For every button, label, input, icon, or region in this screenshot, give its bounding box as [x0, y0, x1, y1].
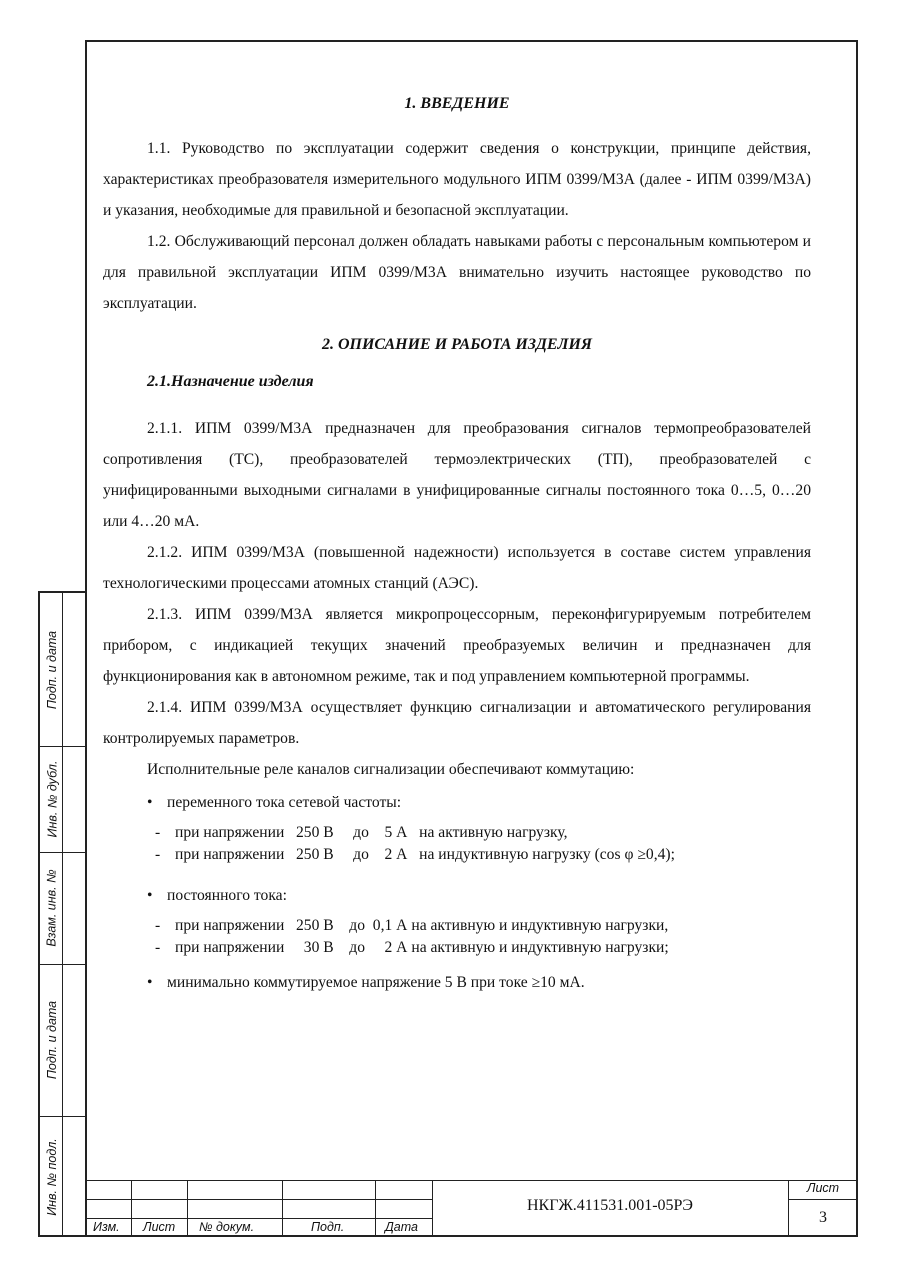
document-code: НКГЖ.411531.001-05РЭ: [526, 1197, 693, 1214]
list-item: - при напряжении 250 В до 2 А на индуктивную нагрузку (cos φ ≥0,4);: [155, 846, 675, 863]
list-item: - при напряжении 30 В до 2 А на активную и индуктивную нагрузки;: [155, 939, 669, 956]
section-1-heading: 1. ВВЕДЕНИЕ: [404, 95, 510, 112]
bullet-ac: • переменного тока сетевой частоты:: [147, 787, 811, 818]
title-col-sheet: Лист: [143, 1220, 176, 1234]
subsection-2-1-heading: 2.1.Назначение изделия: [147, 373, 314, 390]
paragraph-2-1-4: 2.1.4. ИПМ 0399/М3А осуществляет функцию сигнализации и автоматического регулирования контролируемых параметров.: [103, 699, 811, 747]
stamp-label-sign-date-1: Подп. и дата: [45, 630, 60, 709]
title-col-change: Изм.: [93, 1220, 120, 1234]
margin-stamp: [38, 591, 85, 1237]
bullet-icon: •: [147, 974, 153, 991]
list-item: - при напряжении 250 В до 0,1 А на активную и индуктивную нагрузки,: [155, 917, 669, 934]
document-body: [103, 88, 811, 998]
sheet-number: 3: [819, 1209, 827, 1226]
title-col-date: Дата: [385, 1220, 418, 1234]
title-col-signature: Подп.: [311, 1220, 345, 1234]
stamp-label-sign-date-2: Подп. и дата: [45, 1000, 60, 1080]
paragraph-2-1-3: 2.1.3. ИПМ 0399/М3А является микропроцессорным, переконфигурируемым потребителем прибором, с индикацией текущих значений преобразуемых величин и предназначен для функционирования как в автономном режиме, так и под управлением компьютерной программы.: [103, 606, 811, 685]
list-item: - при напряжении 250 В до 5 А на активную нагрузку,: [155, 824, 568, 841]
bullet-dc: • постоянного тока:: [147, 880, 811, 911]
paragraph-1-2: 1.2. Обслуживающий персонал должен обладать навыками работы с персональным компьютером и для правильной эксплуатации ИПМ 0399/М3А внимательно изучить настоящее руководство по эксплуатации.: [103, 233, 811, 312]
paragraph-2-1-2: 2.1.2. ИПМ 0399/М3А (повышенной надежности) используется в составе систем управления технологическими процессами атомных станций (АЭС).: [103, 544, 811, 592]
bullet-min-voltage: • минимально коммутируемое напряжение 5 В при токе ≥10 мА.: [147, 967, 811, 998]
stamp-label-orig-inv: Инв. № подл.: [45, 1137, 60, 1216]
relay-intro: Исполнительные реле каналов сигнализации обеспечивают коммутацию:: [147, 761, 635, 778]
title-col-doc-number: № докум.: [199, 1220, 255, 1234]
paragraph-1-1: 1.1. Руководство по эксплуатации содержит сведения о конструкции, принципе действия, характеристиках преобразователя измерительного модульного ИПМ 0399/М3А (далее - ИПМ 0399/М3А) и указания, необходимые для правильной и безопасной эксплуатации.: [103, 140, 811, 219]
sheet-label: Лист: [806, 1181, 840, 1195]
paragraph-2-1-1: 2.1.1. ИПМ 0399/М3А предназначен для преобразования сигналов термопреобразователей сопротивления (ТС), преобразователей термоэлектрических (ТП), преобразователей с унифицированными выходными сигналами в унифицированные сигналы постоянного тока 0…5, 0…20 или 4…20 мА.: [103, 420, 811, 530]
bullet-icon: •: [147, 794, 153, 811]
bullet-icon: •: [147, 887, 153, 904]
stamp-label-replace-inv: Взам. инв. №: [45, 869, 60, 947]
stamp-label-dup-inv: Инв. № дубл.: [45, 760, 59, 838]
section-2-heading: 2. ОПИСАНИЕ И РАБОТА ИЗДЕЛИЯ: [321, 336, 592, 353]
